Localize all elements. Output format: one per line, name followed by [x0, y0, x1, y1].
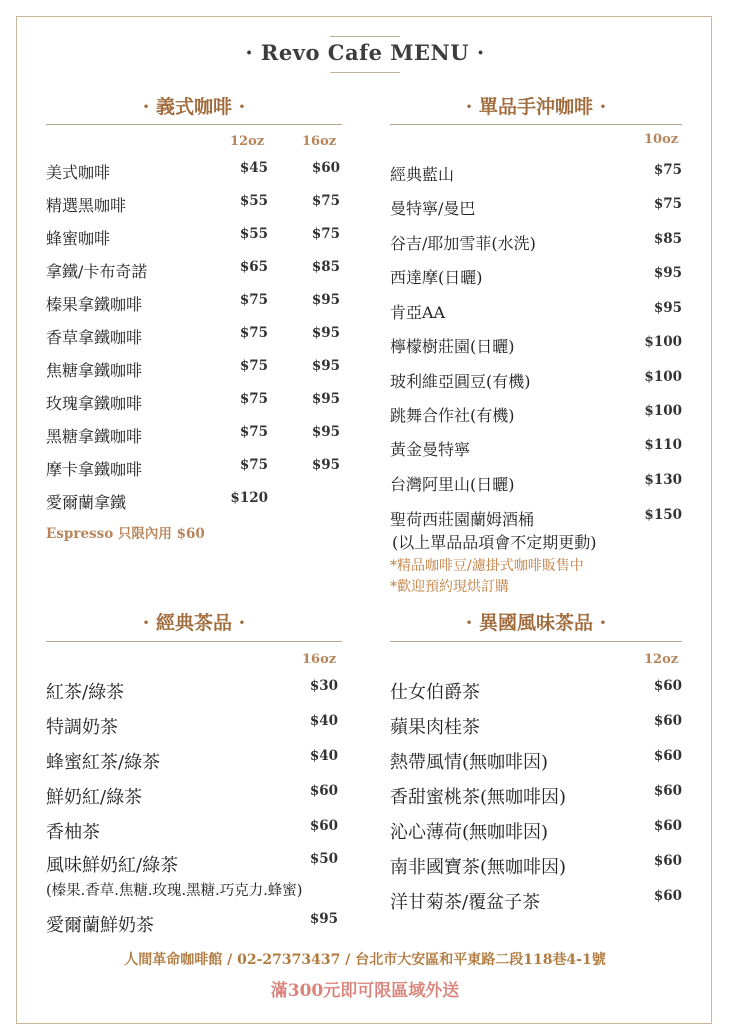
exotic-item-name: 洋甘菊茶/覆盆子茶 [390, 892, 541, 913]
tea-item-name: 鮮奶紅/綠茶 [46, 787, 143, 808]
pourover-item-price: $100 [644, 334, 682, 350]
espresso-rule [46, 124, 342, 125]
pourover-item-price: $75 [653, 162, 682, 178]
title-rule-top [330, 36, 400, 37]
espresso-item-price: $75 [239, 391, 268, 407]
espresso-item-name: 玫瑰拿鐵咖啡 [46, 394, 143, 413]
exotic-title: · 異國風味茶品 · [465, 612, 607, 634]
pourover-col-10oz: 10oz [644, 132, 679, 147]
pourover-item-name: 曼特寧/曼巴 [390, 199, 476, 218]
exotic-item-price: $60 [653, 888, 682, 904]
tea-item-name: 特調奶茶 [46, 717, 118, 738]
espresso-col-16oz: 16oz [302, 134, 337, 149]
exotic-item-name: 蘋果肉桂茶 [390, 717, 480, 738]
pourover-note-rotation: (以上單品品項會不定期更動) [392, 533, 597, 552]
pourover-item-price: $100 [644, 403, 682, 419]
pourover-item-price: $150 [644, 507, 682, 523]
espresso-item-price-16oz: $75 [311, 226, 340, 242]
exotic-item-price: $60 [653, 853, 682, 869]
espresso-item-name: 拿鐵/卡布奇諾 [46, 262, 148, 281]
pourover-item-name: 玻利維亞圓豆(有機) [390, 372, 531, 391]
espresso-item-price: $75 [239, 358, 268, 374]
espresso-item-price: $45 [239, 160, 268, 176]
espresso-item-price-16oz: $95 [311, 424, 340, 440]
tea-item-price: $50 [309, 851, 338, 867]
exotic-col-12oz: 12oz [644, 652, 679, 667]
pourover-item-name: 谷吉/耶加雪菲(水洗) [390, 234, 536, 253]
espresso-col-12oz: 12oz [230, 134, 265, 149]
pourover-item-price: $110 [644, 437, 682, 453]
footer-contact: 人間革命咖啡館 / 02-27373437 / 台北市大安區和平東路二段118巷4-1號 [124, 952, 606, 968]
espresso-item-price: $75 [239, 424, 268, 440]
espresso-item-price-16oz: $95 [311, 292, 340, 308]
espresso-item-price-16oz: $95 [311, 325, 340, 341]
tea-item-price: $60 [309, 818, 338, 834]
espresso-item-name: 摩卡拿鐵咖啡 [46, 460, 143, 479]
espresso-item-price-16oz: $60 [311, 160, 340, 176]
exotic-item-name: 熱帶風情(無咖啡因) [390, 752, 549, 773]
espresso-item-price-16oz: $75 [311, 193, 340, 209]
espresso-item-name: 香草拿鐵咖啡 [46, 328, 143, 347]
espresso-item-price-16oz: $95 [311, 358, 340, 374]
pourover-note-roast: *歡迎預約現烘訂購 [390, 579, 509, 595]
pourover-item-price: $75 [653, 196, 682, 212]
exotic-item-name: 南非國寶茶(無咖啡因) [390, 857, 567, 878]
espresso-item-price: $75 [239, 292, 268, 308]
espresso-item-price: $120 [230, 490, 268, 506]
pourover-item-name: 肯亞AA [390, 303, 446, 322]
pourover-item-name: 黃金曼特寧 [390, 440, 471, 459]
pourover-item-name: 跳舞合作社(有機) [390, 406, 515, 425]
exotic-item-price: $60 [653, 678, 682, 694]
exotic-item-name: 沁心薄荷(無咖啡因) [390, 822, 549, 843]
tea-item-name: 香柚茶 [46, 822, 100, 843]
tea-item-name: 蜂蜜紅茶/綠茶 [46, 752, 161, 773]
tea-item-name: 風味鮮奶紅/綠茶 [46, 855, 179, 876]
espresso-item-price: $65 [239, 259, 268, 275]
tea-title: · 經典茶品 · [142, 612, 246, 634]
pourover-item-name: 檸檬樹莊園(日曬) [390, 337, 515, 356]
exotic-rule [390, 641, 682, 642]
tea-item-price: $40 [309, 713, 338, 729]
tea-item-name: 愛爾蘭鮮奶茶 [46, 915, 154, 936]
espresso-item-name: 美式咖啡 [46, 163, 111, 182]
tea-item-name: 紅茶/綠茶 [46, 682, 125, 703]
exotic-item-name: 香甜蜜桃茶(無咖啡因) [390, 787, 567, 808]
tea-item-price: $30 [309, 678, 338, 694]
title-rule-bottom [330, 72, 400, 73]
pourover-item-name: 台灣阿里山(日曬) [390, 475, 515, 494]
tea-col-16oz: 16oz [302, 652, 337, 667]
tea-rule [46, 641, 342, 642]
espresso-item-name: 黑糖拿鐵咖啡 [46, 427, 143, 446]
exotic-item-price: $60 [653, 783, 682, 799]
pourover-item-name: 經典藍山 [390, 165, 455, 184]
espresso-item-name: 愛爾蘭拿鐵 [46, 493, 127, 512]
pourover-rule [390, 124, 682, 125]
pourover-item-price: $100 [644, 369, 682, 385]
espresso-item-price-16oz: $95 [311, 391, 340, 407]
tea-item-price: $40 [309, 748, 338, 764]
espresso-item-price: $75 [239, 325, 268, 341]
espresso-item-name: 精選黑咖啡 [46, 196, 127, 215]
pourover-item-price: $95 [653, 265, 682, 281]
exotic-item-name: 仕女伯爵茶 [390, 682, 480, 703]
menu-title: · Revo Cafe MENU · [245, 40, 485, 65]
pourover-note-beans: *精品咖啡豆/濾掛式咖啡販售中 [390, 558, 584, 574]
tea-flavors: (榛果.香草.焦糖.玫瑰.黑糖.巧克力.蜂蜜) [46, 883, 303, 899]
tea-item-price: $95 [309, 911, 338, 927]
exotic-item-price: $60 [653, 818, 682, 834]
pourover-item-price: $85 [653, 231, 682, 247]
espresso-item-name: 蜂蜜咖啡 [46, 229, 111, 248]
exotic-item-price: $60 [653, 748, 682, 764]
pourover-title: · 單品手沖咖啡 · [465, 96, 607, 118]
espresso-item-price-16oz: $95 [311, 457, 340, 473]
exotic-item-price: $60 [653, 713, 682, 729]
footer-delivery: 滿300元即可限區域外送 [270, 981, 460, 1001]
espresso-item-name: 焦糖拿鐵咖啡 [46, 361, 143, 380]
tea-item-price: $60 [309, 783, 338, 799]
espresso-note: Espresso 只限內用 $60 [46, 526, 205, 542]
espresso-item-price-16oz: $85 [311, 259, 340, 275]
espresso-title: · 義式咖啡 · [142, 96, 246, 118]
espresso-item-price: $55 [239, 226, 268, 242]
espresso-item-price: $75 [239, 457, 268, 473]
pourover-item-name: 西達摩(日曬) [390, 268, 483, 287]
espresso-item-name: 榛果拿鐵咖啡 [46, 295, 143, 314]
pourover-item-price: $95 [653, 300, 682, 316]
pourover-item-price: $130 [644, 472, 682, 488]
pourover-item-name: 聖荷西莊園蘭姆酒桶 [390, 510, 535, 529]
espresso-item-price: $55 [239, 193, 268, 209]
